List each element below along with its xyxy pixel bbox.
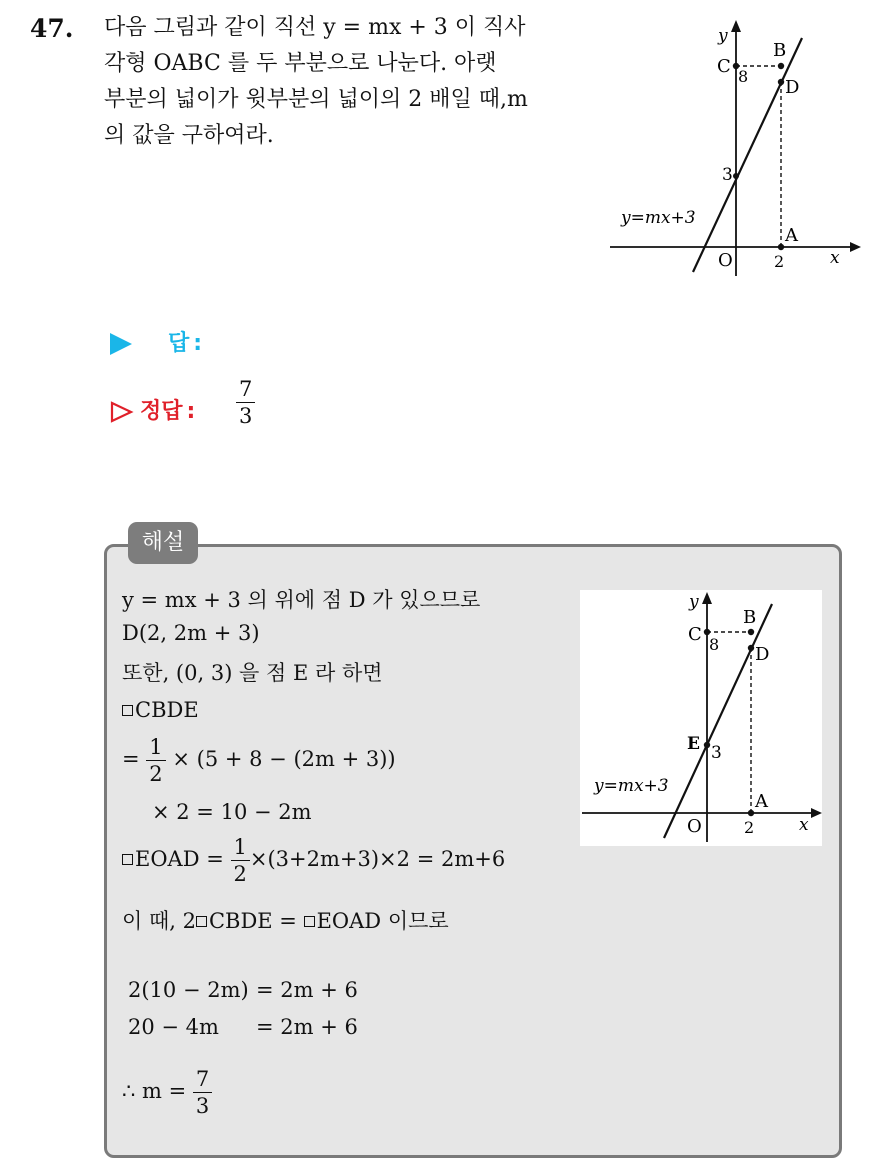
label-3: 3 [711,743,722,763]
half-num-2: 1 [233,835,247,859]
solution-line-5 [122,734,396,787]
solution-final [122,1066,212,1119]
l8-part-a: 이 때, 2 [122,909,196,933]
point-b [748,629,754,635]
solution-line-2: D(2, 2m + 3) [122,621,260,645]
therefore-text: ∴ m = [122,1079,187,1103]
half-den-2: 2 [231,860,250,887]
x-label: x [799,815,809,835]
label-c: C [688,624,702,645]
solution-line-7 [122,834,505,887]
label-o: O [687,816,702,837]
point-e [704,742,710,748]
equation-row-2 [128,1015,358,1052]
point-3 [733,173,739,179]
point-a [748,810,754,816]
answer-numerator: 7 [239,377,253,401]
eq1-left: 2(10 − 2m) [128,978,249,1002]
label-2: 2 [744,818,755,837]
final-num: 7 [195,1067,210,1091]
point-a [778,244,784,250]
problem-figure [605,18,861,280]
x-axis-arrow [850,242,861,252]
eoad-text: EOAD = [135,847,224,871]
problem-line-4: 의 값을 구하여라. [104,123,274,148]
play-icon [110,333,132,355]
problem-line-2: 각형 OABC 를 두 부분으로 나눈다. 아랫 [104,51,497,76]
label-c: C [717,56,731,77]
label-d: D [755,644,770,665]
solution-line-4 [122,698,199,722]
eq2-left: 20 − 4m [128,1015,219,1039]
line-label: y=mx+3 [621,208,696,228]
solution-figure [580,590,822,846]
label-e: E [687,734,700,754]
point-d [778,79,784,85]
cbde-text: CBDE [135,698,199,722]
l5-expression: × (5 + 8 − (2m + 3)) [172,747,396,771]
y-axis-arrow [731,20,741,32]
point-b [778,63,784,69]
y-label: y [718,26,728,46]
equation-block [128,978,358,1052]
problem-text [104,10,584,154]
label-a: A [785,225,798,246]
solution-line-3: 또한, (0, 3) 을 점 E 라 하면 [122,661,383,685]
final-den: 3 [193,1092,212,1119]
label-8: 8 [709,635,720,654]
solution-line-1: y = mx + 3 의 위에 점 D 가 있으므로 [122,588,481,612]
answer-label: 답 [168,331,190,356]
outline-triangle-icon [110,401,134,423]
label-8: 8 [738,67,749,86]
label-3: 3 [722,165,733,185]
correct-answer-value [236,376,255,429]
correct-answer-colon: : [186,399,196,424]
point-d [748,645,754,651]
answer-denominator: 3 [236,402,255,429]
label-b: B [743,607,757,628]
half-num: 1 [149,735,163,759]
solution-line-8 [122,905,449,935]
problem-number: 47. [30,14,74,43]
x-label: x [830,248,840,268]
problem-line-3: 부분의 넓이가 윗부분의 넓이의 2 배일 때,m [104,87,528,112]
y-label: y [689,592,699,612]
solution-line-6: × 2 = 10 − 2m [152,800,312,824]
answer-colon: : [193,331,203,356]
label-2: 2 [774,252,785,271]
y-axis-arrow [702,592,712,604]
l8-part-c: EOAD 이므로 [316,909,449,933]
eq2-right: = 2m + 6 [256,1015,358,1039]
eq1-right: = 2m + 6 [256,978,358,1002]
l8-part-b: CBDE = [208,909,297,933]
line-label: y=mx+3 [594,776,669,796]
solution-tag: 해설 [128,522,198,564]
square-icon [304,916,315,927]
square-icon [122,705,133,716]
label-d: D [785,77,800,98]
l7-expression: ×(3+2m+3)×2 = 2m+6 [249,847,506,871]
equals-sign: = [122,747,140,771]
problem-line-1: 다음 그림과 같이 직선 y = mx + 3 이 직사 [104,15,526,40]
x-axis-arrow [811,808,822,818]
label-b: B [773,40,787,61]
half-den: 2 [146,760,165,787]
square-icon [196,916,207,927]
correct-answer-label: 정답 [140,399,183,424]
equation-row-1 [128,978,358,1015]
answer-row [110,326,202,357]
square-icon [122,854,133,865]
label-a: A [755,791,768,812]
label-o: O [718,250,733,271]
correct-answer-row [110,394,195,425]
